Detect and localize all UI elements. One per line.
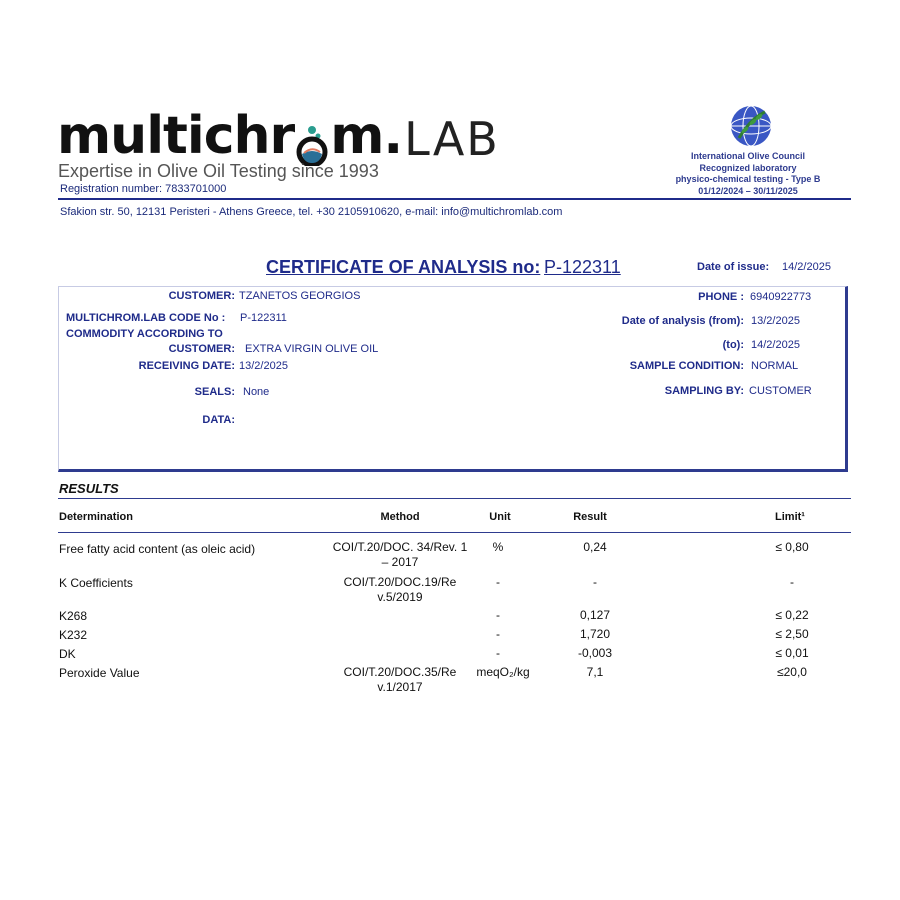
row-result: 7,1 bbox=[586, 665, 604, 679]
row-limit: ≤20,0 bbox=[777, 665, 807, 679]
sampling-by-label: SAMPLING BY: bbox=[664, 385, 744, 397]
row-result: -0,003 bbox=[577, 646, 613, 660]
seals-value: None bbox=[243, 386, 270, 398]
row-unit: - bbox=[496, 575, 500, 589]
col-header-method: Method bbox=[380, 511, 420, 523]
header-divider bbox=[58, 198, 851, 200]
row-determination: K Coefficients bbox=[59, 576, 133, 590]
receiving-date-label: RECEIVING DATE: bbox=[138, 360, 235, 372]
phone-value: 6940922773 bbox=[750, 291, 812, 303]
row-unit: - bbox=[496, 646, 500, 660]
row-unit: % bbox=[492, 540, 504, 554]
col-header-determination: Determination bbox=[59, 511, 133, 523]
ioc-line: Recognized laboratory bbox=[699, 162, 797, 173]
row-determination: K268 bbox=[59, 609, 88, 623]
row-determination: K232 bbox=[59, 628, 88, 642]
ioc-accreditation bbox=[648, 151, 848, 197]
ioc-line: 01/12/2024 – 30/11/2025 bbox=[698, 185, 798, 196]
certificate-title: CERTIFICATE OF ANALYSIS no: bbox=[266, 257, 541, 277]
customer-label: CUSTOMER: bbox=[168, 290, 235, 302]
issue-date-value: 14/2/2025 bbox=[782, 261, 831, 273]
analysis-to-value: 14/2/2025 bbox=[751, 339, 800, 351]
row-limit: ≤ 2,50 bbox=[775, 627, 809, 641]
row-result: - bbox=[593, 575, 597, 589]
row-method: COI/T.20/DOC. 34/Rev. 1 – 2017 bbox=[332, 540, 468, 569]
commodity-label: COMMODITY ACCORDING TO bbox=[66, 328, 223, 340]
receiving-date-value: 13/2/2025 bbox=[239, 360, 288, 372]
lab-code-label: MULTICHROM.LAB CODE No : bbox=[66, 312, 226, 324]
row-unit: - bbox=[496, 627, 500, 641]
row-limit: ≤ 0,01 bbox=[775, 646, 809, 660]
row-unit: - bbox=[496, 608, 500, 622]
analysis-from-value: 13/2/2025 bbox=[751, 315, 800, 327]
row-method: COI/T.20/DOC.19/Re v.5/2019 bbox=[343, 575, 457, 604]
row-limit: ≤ 0,22 bbox=[775, 608, 809, 622]
lab-code-value: P-122311 bbox=[240, 312, 287, 324]
logo-lab: LAB bbox=[404, 112, 500, 166]
seals-label: SEALS: bbox=[194, 386, 235, 398]
flask-icon bbox=[295, 126, 329, 166]
row-limit: - bbox=[790, 575, 794, 589]
registration-number: Registration number: 7833701000 bbox=[60, 183, 227, 195]
globe-icon bbox=[729, 104, 773, 148]
analysis-from-label: Date of analysis (from): bbox=[621, 315, 744, 327]
contact-address: Sfakion str. 50, 12131 Peristeri - Athens Greece, tel. +30 2105910620, e-mail: info@multichromlab.com bbox=[60, 206, 563, 218]
row-method: COI/T.20/DOC.35/Re v.1/2017 bbox=[343, 665, 457, 694]
col-header-result: Result bbox=[573, 511, 607, 523]
row-result: 0,24 bbox=[583, 540, 607, 554]
row-determination: DK bbox=[59, 647, 76, 661]
sampling-by-value: CUSTOMER bbox=[749, 385, 812, 397]
commodity-value: EXTRA VIRGIN OLIVE OIL bbox=[245, 343, 379, 355]
col-header-unit: Unit bbox=[489, 511, 511, 523]
certificate-number: P-122311 bbox=[544, 257, 621, 277]
results-heading: RESULTS bbox=[59, 481, 119, 496]
ioc-line: International Olive Council bbox=[690, 151, 806, 161]
col-header-limit: Limit¹ bbox=[775, 511, 805, 523]
logo-wordmark-end: m. bbox=[330, 106, 403, 166]
row-determination: Peroxide Value bbox=[59, 666, 140, 680]
tagline: Expertise in Olive Oil Testing since 1993 bbox=[58, 161, 379, 181]
row-result: 1,720 bbox=[579, 627, 611, 641]
data-label: DATA: bbox=[202, 414, 235, 426]
sample-condition-label: SAMPLE CONDITION: bbox=[629, 360, 744, 372]
customer-value: TZANETOS GEORGIOS bbox=[239, 290, 361, 302]
row-result: 0,127 bbox=[579, 608, 611, 622]
issue-date-label: Date of issue: bbox=[697, 261, 770, 273]
row-unit: meqO₂/kg bbox=[476, 665, 530, 679]
commodity-customer-label: CUSTOMER: bbox=[168, 343, 235, 355]
company-logo bbox=[57, 100, 500, 166]
ioc-line: physico-chemical testing - Type B bbox=[675, 174, 821, 184]
row-limit: ≤ 0,80 bbox=[775, 540, 809, 554]
results-divider bbox=[58, 498, 851, 499]
analysis-to-label: (to): bbox=[722, 339, 744, 351]
sample-condition-value: NORMAL bbox=[751, 360, 799, 372]
logo-wordmark: multichr bbox=[57, 106, 295, 166]
row-determination: Free fatty acid content (as oleic acid) bbox=[59, 542, 256, 556]
phone-label: PHONE : bbox=[698, 291, 744, 303]
table-header-divider bbox=[58, 532, 851, 533]
